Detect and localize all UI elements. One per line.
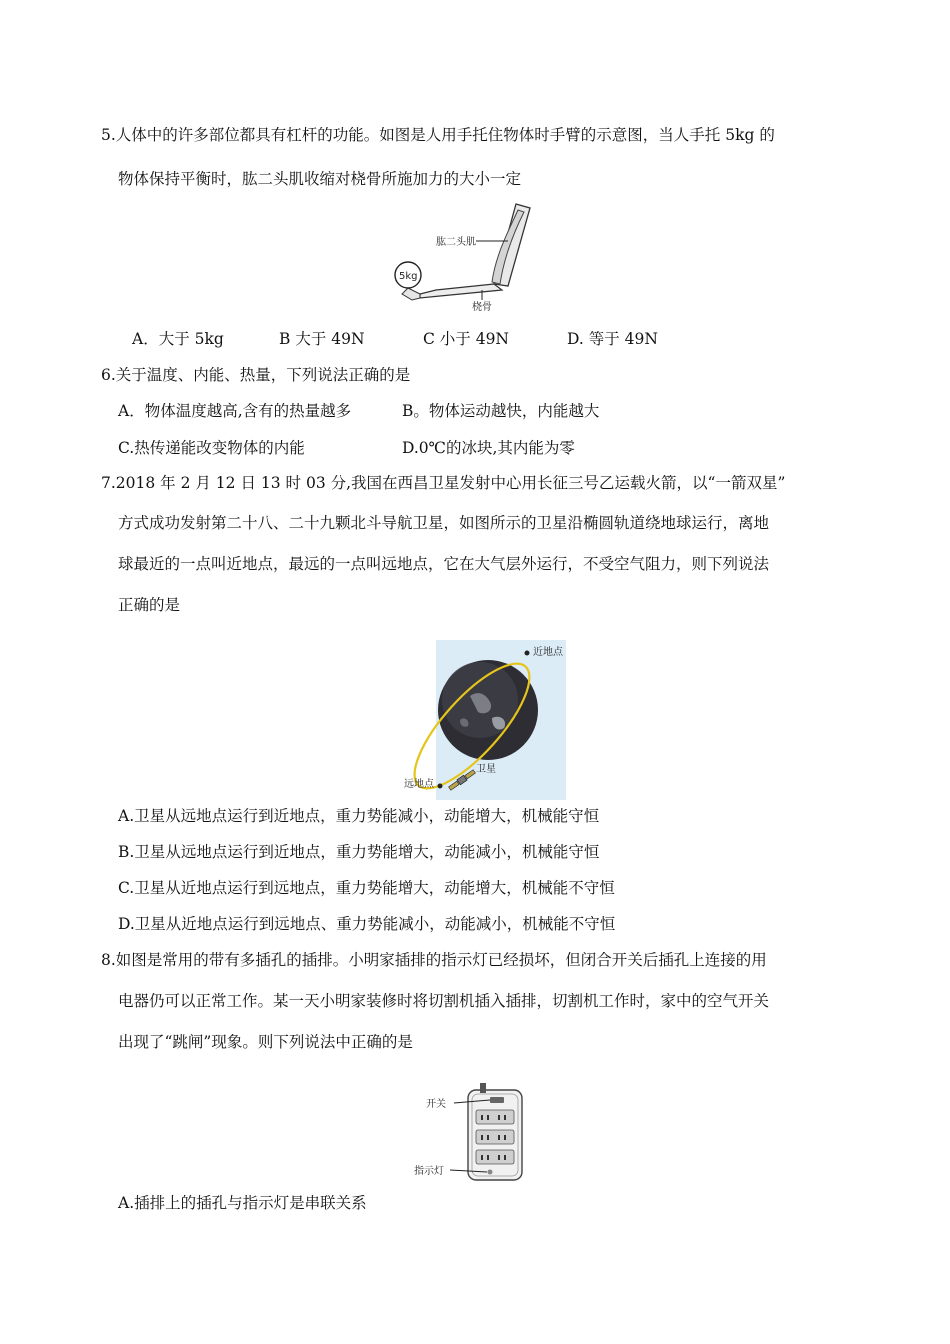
q7-stem-line2: 方式成功发射第二十八、二十九颗北斗导航卫星，如图所示的卫星沿椭圆轨道绕地球运行，离地 [118, 514, 770, 532]
q7-option-c: C.卫星从近地点运行到远地点，重力势能增大，动能增大，机械能不守恒 [118, 879, 615, 897]
switch-label: 开关 [426, 1099, 446, 1110]
q6-option-a: A．物体温度越高,含有的热量越多 [118, 402, 352, 420]
arm-lever-figure [390, 198, 550, 313]
q6-option-d: D.0℃的冰块,其内能为零 [402, 439, 575, 457]
q8-option-a: A.插排上的插孔与指示灯是串联关系 [118, 1194, 367, 1212]
q7-stem-line1: 7.2018 年 2 月 12 日 13 时 03 分,我国在西昌卫星发射中心用长征三号乙运载火箭，以“一箭双星” [101, 474, 786, 492]
q6-option-b: B。物体运动越快，内能越大 [402, 402, 600, 420]
biceps-label: 肱二头肌 [436, 237, 476, 248]
q7-option-b: B.卫星从远地点运行到近地点，重力势能增大，动能减小，机械能守恒 [118, 843, 600, 861]
q8-stem-line3: 出现了“跳闸”现象。则下列说法中正确的是 [118, 1033, 413, 1051]
power-strip-figure [410, 1078, 540, 1184]
satellite-label: 卫星 [476, 764, 496, 775]
q8-stem-line1: 8.如图是常用的带有多插孔的插排。小明家插排的指示灯已经损坏，但闭合开关后插孔上连接的用 [101, 951, 767, 969]
q7-option-d: D.卫星从近地点运行到远地点、重力势能减小，动能减小，机械能不守恒 [118, 915, 616, 933]
q5-option-c: C 小于 49N [423, 330, 509, 348]
q5-option-a: A．大于 5kg [132, 330, 224, 348]
q7-stem-line4: 正确的是 [118, 596, 181, 614]
satellite-orbit-figure [400, 640, 566, 800]
q5-option-b: B 大于 49N [279, 330, 365, 348]
q5-option-d: D. 等于 49N [567, 330, 658, 348]
perigee-label: 近地点 [533, 647, 563, 658]
q8-stem-line2: 电器仍可以正常工作。某一天小明家装修时将切割机插入插排，切割机工作时，家中的空气开关 [118, 992, 770, 1010]
apogee-label: 远地点 [404, 779, 434, 790]
radius-label: 桡骨 [472, 302, 492, 313]
q6-option-c: C.热传递能改变物体的内能 [118, 439, 305, 457]
q5-stem-line1: 5.人体中的许多部位都具有杠杆的功能。如图是人用手托住物体时手臂的示意图，当人手托 5kg 的 [101, 126, 775, 144]
q7-option-a: A.卫星从远地点运行到近地点，重力势能减小，动能增大，机械能守恒 [118, 807, 600, 825]
q6-stem: 6.关于温度、内能、热量，下列说法正确的是 [101, 366, 411, 384]
indicator-label: 指示灯 [414, 1166, 444, 1177]
q5-stem-line2: 物体保持平衡时，肱二头肌收缩对桡骨所施加力的大小一定 [118, 170, 522, 188]
weight-label: 5kg [399, 271, 418, 282]
q7-stem-line3: 球最近的一点叫近地点，最远的一点叫远地点，它在大气层外运行，不受空气阻力，则下列说法 [118, 555, 770, 573]
